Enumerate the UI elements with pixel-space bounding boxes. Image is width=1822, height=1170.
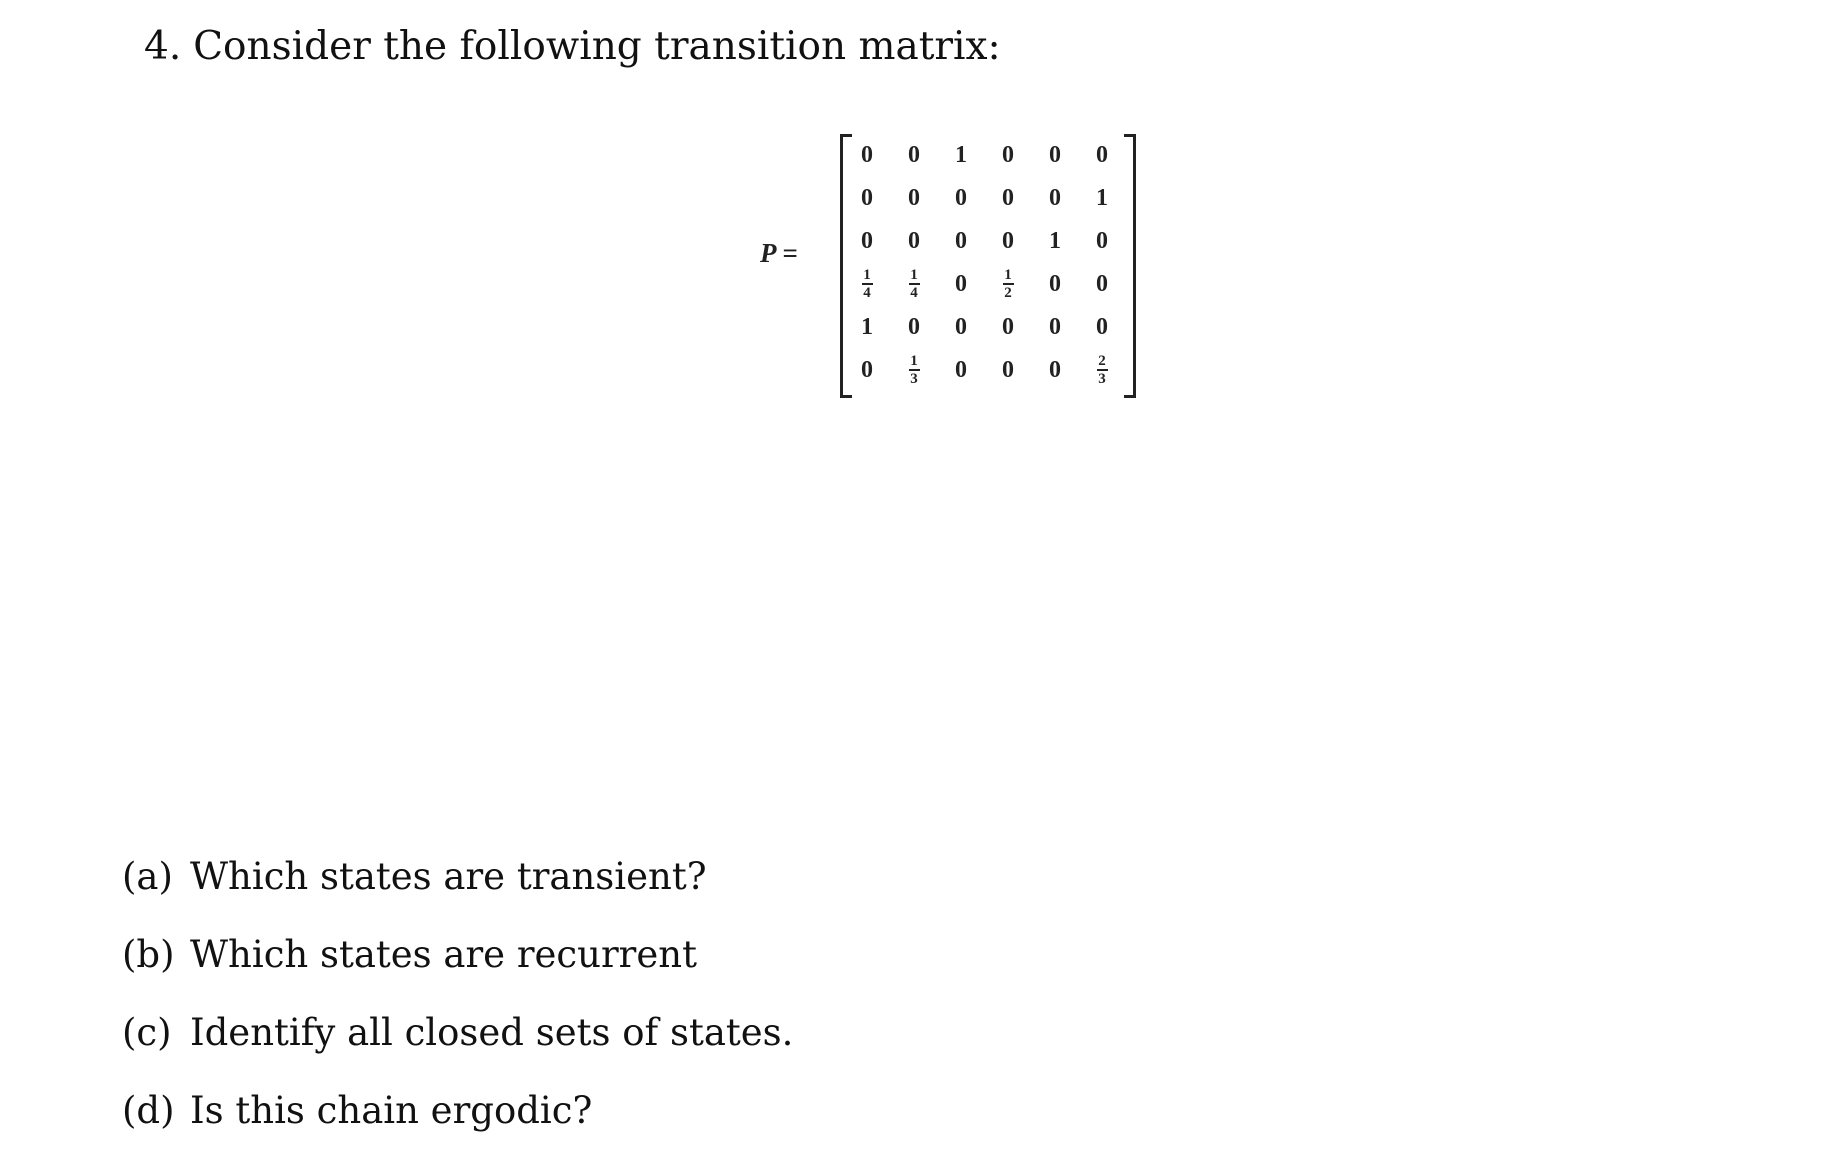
matrix-cell: 0 [1049,184,1061,211]
question-text: Which states are transient? [190,855,707,898]
matrix-equals: = [782,238,798,268]
matrix-row [846,349,1128,391]
fraction: $\frac{1}{2}$ [1004,267,1012,301]
matrix-cell: 0 [1002,184,1014,211]
matrix-cell: 0 [1002,313,1014,340]
matrix-cell: 1 [1049,227,1061,254]
matrix-cell: 0 [1049,141,1061,168]
transition-matrix [760,126,1140,400]
matrix-cell: 0 [861,227,873,254]
matrix-grid [846,134,1128,396]
matrix-cell [846,263,888,305]
matrix-cell: 0 [1049,270,1061,297]
question-label: (d) [122,1089,175,1132]
matrix-cell: 0 [955,227,967,254]
matrix-row [846,263,1128,305]
matrix-symbol: P [760,238,777,268]
matrix-cell [1081,349,1123,391]
question-c [122,1011,793,1054]
matrix-row [846,306,1128,348]
matrix-cell: 0 [1002,356,1014,383]
problem-prompt: Consider the following transition matrix: [193,24,1001,69]
matrix-cell: 0 [1049,356,1061,383]
matrix-row [846,134,1128,176]
matrix-cell [893,263,935,305]
question-label: (b) [122,933,175,976]
matrix-row [846,177,1128,219]
matrix-cell: 0 [908,141,920,168]
matrix-cell: 0 [955,313,967,340]
matrix-cell: 0 [1002,141,1014,168]
matrix-cell: 0 [1096,313,1108,340]
problem-heading [144,24,1001,69]
question-text: Identify all closed sets of states. [190,1011,794,1054]
fraction: $\frac{1}{4}$ [863,267,871,301]
matrix-cell: 1 [955,141,967,168]
matrix-cell: 0 [955,356,967,383]
fraction: $\frac{1}{4}$ [910,267,918,301]
question-text: Is this chain ergodic? [190,1089,593,1132]
fraction: $\frac{2}{3}$ [1098,353,1106,387]
matrix-cell: 0 [861,184,873,211]
matrix-cell: 0 [1049,313,1061,340]
matrix-cell: 0 [908,184,920,211]
matrix-cell: 1 [1096,184,1108,211]
matrix-cell: 0 [861,141,873,168]
matrix-cell: 0 [955,270,967,297]
matrix-cell: 0 [908,227,920,254]
matrix-cell: 0 [908,313,920,340]
matrix-cell: 0 [861,356,873,383]
question-a [122,855,707,898]
matrix-cell [987,263,1029,305]
problem-number: 4. [144,24,182,69]
question-b [122,933,697,976]
matrix-cell: 0 [1002,227,1014,254]
question-label: (c) [122,1011,172,1054]
matrix-cell [893,349,935,391]
question-label: (a) [122,855,173,898]
matrix-cell: 0 [1096,141,1108,168]
matrix-cell: 0 [1096,270,1108,297]
question-text: Which states are recurrent [190,933,697,976]
question-d [122,1089,592,1132]
matrix-row [846,220,1128,262]
matrix-cell: 1 [861,313,873,340]
matrix-label [760,238,798,269]
matrix-cell: 0 [1096,227,1108,254]
matrix-cell: 0 [955,184,967,211]
fraction: $\frac{1}{3}$ [910,353,918,387]
